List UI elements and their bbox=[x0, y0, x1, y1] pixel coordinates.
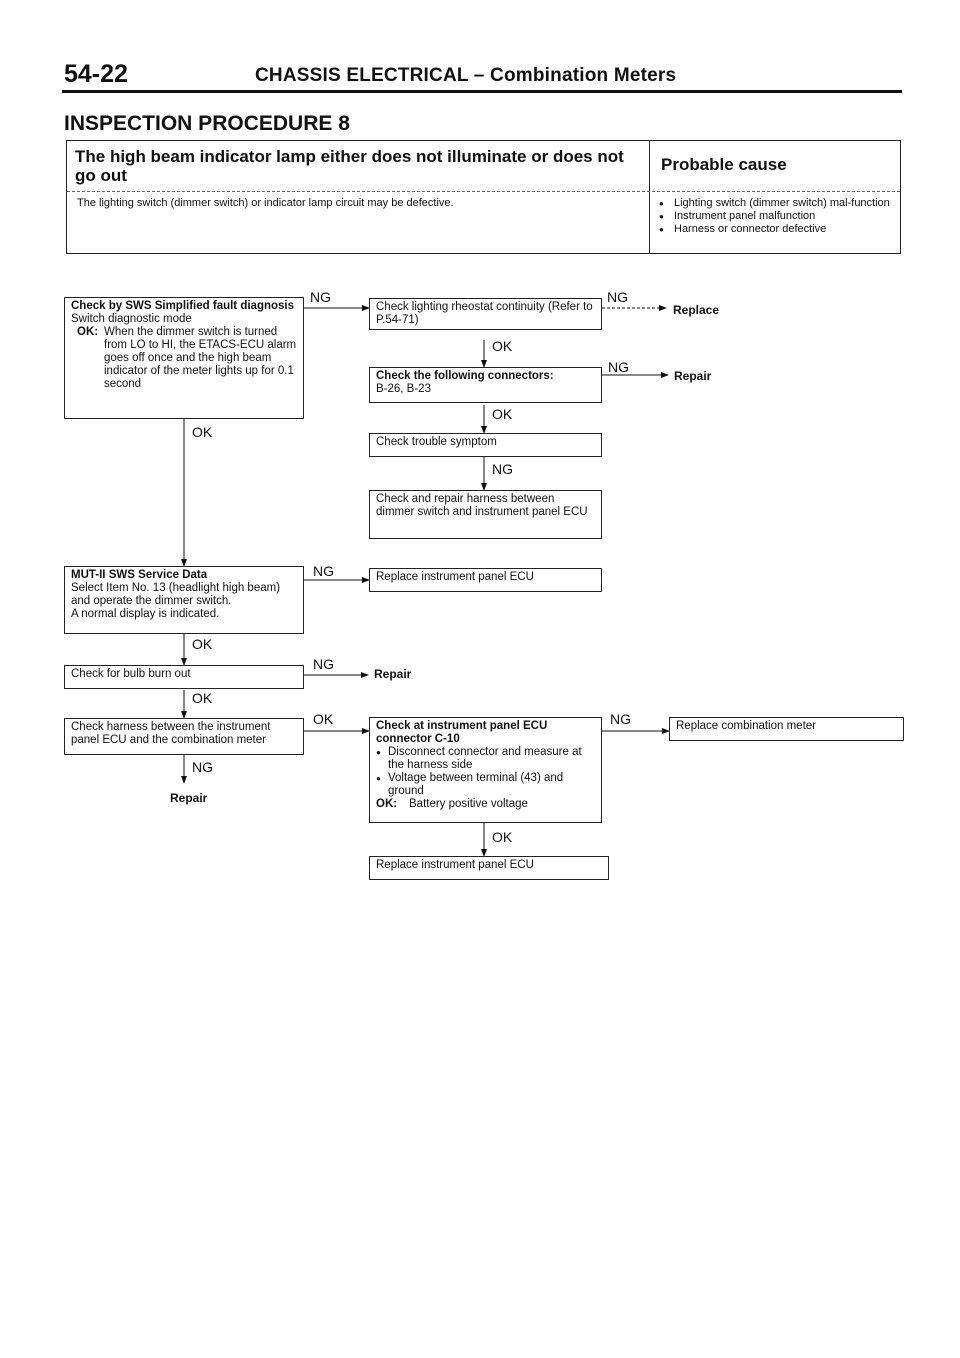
trouble-symptom-text: Check trouble symptom bbox=[376, 436, 497, 448]
cause-item: ● Lighting switch (dimmer switch) mal-function bbox=[657, 197, 897, 210]
branch-label-ok: OK bbox=[192, 690, 213, 706]
connector-check-box bbox=[369, 367, 602, 403]
connector-check-title: Check the following connectors: bbox=[376, 370, 554, 382]
sws-check-mode: Switch diagnostic mode bbox=[71, 313, 192, 325]
chapter-title: CHASSIS ELECTRICAL – Combination Meters bbox=[255, 65, 677, 86]
result-repair: Repair bbox=[674, 369, 712, 383]
branch-label-ng: NG bbox=[607, 289, 628, 305]
ecu-connector-bullet: ● Disconnect connector and measure at the harness side bbox=[376, 746, 595, 772]
rheostat-check-box bbox=[369, 298, 602, 330]
ok-label: OK: bbox=[77, 326, 99, 338]
branch-label-ok: OK bbox=[492, 829, 513, 845]
branch-label-ng: NG bbox=[192, 759, 213, 775]
sws-check-box bbox=[64, 297, 304, 419]
cause-item: ● Instrument panel malfunction bbox=[657, 210, 897, 223]
replace-meter-text: Replace combination meter bbox=[676, 720, 816, 732]
ecu-connector-check-box bbox=[369, 717, 602, 823]
branch-label-ok: OK bbox=[492, 338, 513, 354]
mut-line1: Select Item No. 13 (headlight high beam) and operate the dimmer switch. bbox=[71, 582, 281, 607]
result-repair: Repair bbox=[374, 667, 412, 681]
trouble-symptom-box bbox=[369, 433, 602, 457]
connector-list: B-26, B-23 bbox=[376, 383, 431, 395]
replace-ecu-box bbox=[369, 568, 602, 592]
sws-check-ok-text: When the dimmer switch is turned from LO to HI, the ETACS-ECU alarm goes off once and the high beam indicator of the meter lights up for 0.1 second bbox=[104, 326, 297, 390]
ecu-connector-title: Check at instrument panel ECU connector C-10 bbox=[376, 720, 548, 745]
branch-label-ng: NG bbox=[610, 711, 631, 727]
ecu-connector-bullet: ● Voltage between terminal (43) and ground bbox=[376, 772, 595, 798]
harness-meter-box bbox=[64, 718, 304, 755]
branch-label-ok: OK bbox=[492, 406, 513, 422]
symptom-description: The lighting switch (dimmer switch) or indicator lamp circuit may be defective. bbox=[77, 197, 454, 209]
harness-meter-text: Check harness between the instrument panel ECU and the combination meter bbox=[71, 721, 271, 746]
replace-ecu-text: Replace instrument panel ECU bbox=[376, 859, 534, 871]
mut-title: MUT-II SWS Service Data bbox=[71, 569, 208, 581]
bulb-check-box bbox=[64, 665, 304, 689]
harness-dimmer-box bbox=[369, 490, 602, 539]
ecu-connector-ok-text: Battery positive voltage bbox=[409, 798, 528, 810]
rheostat-check-text: Check lighting rheostat continuity (Refer to P.54-71) bbox=[376, 301, 593, 326]
page-number: 54-22 bbox=[64, 60, 128, 88]
mut-service-data-box bbox=[64, 566, 304, 634]
bulb-check-text: Check for bulb burn out bbox=[71, 668, 191, 680]
replace-meter-box bbox=[669, 717, 904, 741]
branch-label-ok: OK bbox=[192, 424, 213, 440]
ecu-connector-ok bbox=[376, 798, 595, 811]
branch-label-ng: NG bbox=[310, 289, 331, 305]
replace-ecu-text: Replace instrument panel ECU bbox=[376, 571, 534, 583]
branch-label-ng: NG bbox=[608, 359, 629, 375]
symptom-title: The high beam indicator lamp either does not illuminate or does not go out bbox=[75, 147, 624, 185]
ok-label: OK: bbox=[376, 798, 398, 810]
probable-cause-heading: Probable cause bbox=[661, 155, 787, 174]
result-replace: Replace bbox=[673, 303, 720, 317]
branch-label-ng: NG bbox=[313, 656, 334, 672]
cause-item: ● Harness or connector defective bbox=[657, 223, 897, 236]
replace-ecu-box bbox=[369, 856, 609, 880]
procedure-title: INSPECTION PROCEDURE 8 bbox=[64, 112, 350, 135]
branch-label-ok: OK bbox=[313, 711, 334, 727]
result-repair: Repair bbox=[170, 791, 208, 805]
branch-label-ng: NG bbox=[313, 563, 334, 579]
sws-check-title: Check by SWS Simplified fault diagnosis bbox=[71, 300, 295, 312]
sws-check-ok bbox=[71, 326, 297, 391]
harness-dimmer-text: Check and repair harness between dimmer switch and instrument panel ECU bbox=[376, 493, 588, 518]
branch-label-ng: NG bbox=[492, 461, 513, 477]
mut-line2: A normal display is indicated. bbox=[71, 608, 220, 620]
branch-label-ok: OK bbox=[192, 636, 213, 652]
